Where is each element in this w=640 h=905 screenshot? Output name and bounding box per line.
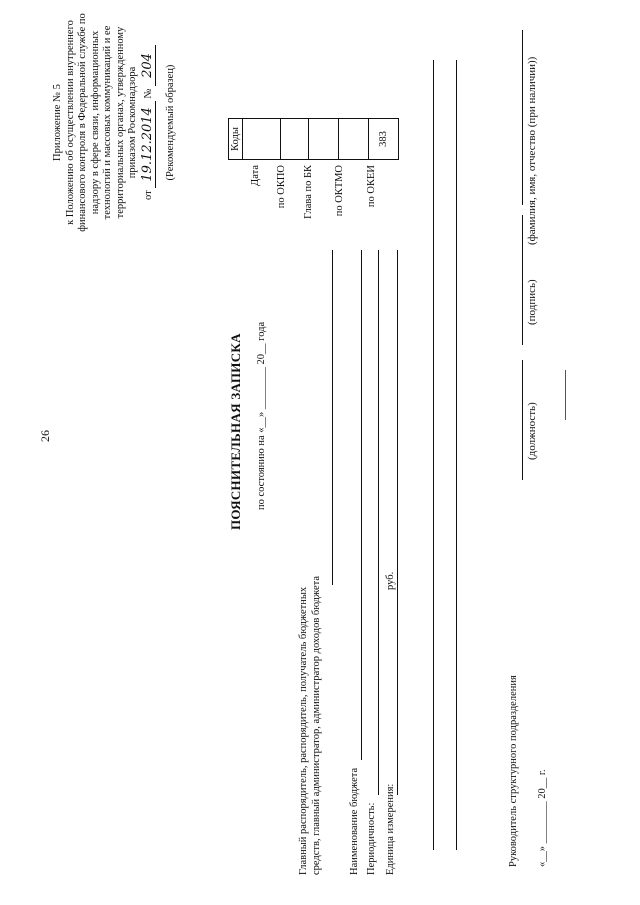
signature-caption: (подпись) [526,279,538,325]
head-label: Руководитель структурного подразделения [508,675,519,867]
order-date: 19.12.2014 [140,101,156,187]
name-caption: (фамилия, имя, отчество (при наличии)) [526,56,538,245]
oktmo-code-label: по ОКТМО [334,165,345,217]
order-no: 204 [140,45,156,86]
unit-value: руб. [385,571,396,590]
codes-header: Коды [229,119,243,160]
name-line [522,30,523,205]
annex-block [52,5,178,240]
signature-line [522,215,523,345]
order-no-prefix: № [142,88,154,99]
holder-label: Главный распорядитель, распорядитель, получатель бюджетных средств, главный администратор, администратор доходов бюджета [298,575,322,875]
okei-code-label: по ОКЕИ [366,165,377,208]
unit-line [397,250,398,795]
okpo-code-cell [281,119,309,160]
periodicity-line [378,250,379,795]
okei-code-cell: 383 [369,119,399,160]
doc-title: ПОЯСНИТЕЛЬНАЯ ЗАПИСКА [228,333,243,530]
annex-title: Приложение № 5 [52,84,63,161]
budget-name-line [361,250,362,760]
glava-code-label: Глава по БК [303,165,314,219]
holder-line [332,250,333,585]
faint-mark [565,370,566,420]
order-prefix: от [142,190,154,200]
position-caption: (должность) [526,402,538,460]
rule-2 [456,60,457,850]
as-of-line: по состоянию на «__» ________ 20__ года [256,321,267,510]
annex-order-line [139,5,156,240]
unit-label: Единица измерения: [385,783,396,875]
page-number: 26 [38,430,52,442]
position-line [522,360,523,480]
oktmo-code-cell [339,119,369,160]
codes-table [228,118,399,160]
okpo-code-label: по ОКПО [276,165,287,209]
budget-name-label: Наименование бюджета [349,767,360,875]
glava-code-cell [309,119,339,160]
date-code-cell [243,119,281,160]
sample-note: (Рекомендуемый образец) [165,64,176,181]
date-code-label: Дата [250,165,261,186]
periodicity-label: Периодичность: [366,802,377,875]
annex-text: к Положению об осуществлении внутреннего финансового контроля в Федеральной службе по надзору в сфере связи, информационных технологий и массовых коммуникаций и ее территориальных органах, утвержденному приказом Роскомнадзора [64,13,138,232]
date-line: «__» ________ 20__ г. [537,769,548,867]
rule-1 [433,60,434,850]
